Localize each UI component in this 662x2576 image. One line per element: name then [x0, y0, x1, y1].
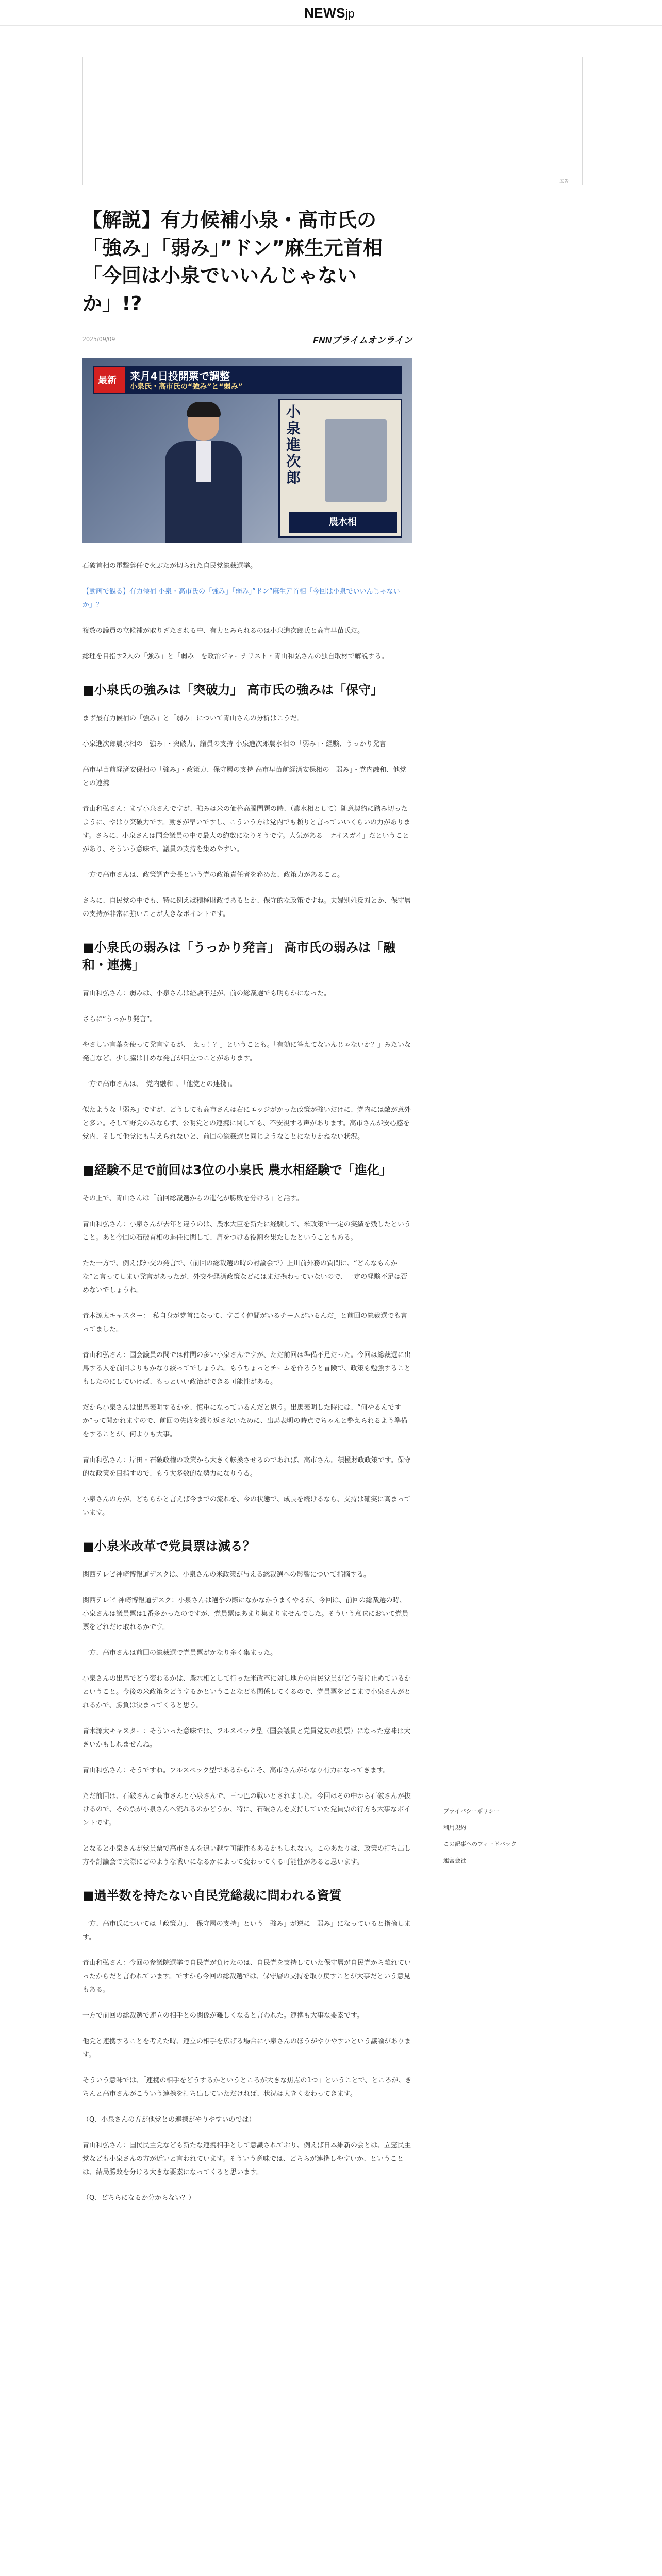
article-date: 2025/09/09 [82, 336, 115, 343]
sidebar-link[interactable]: 運営会社 [443, 1857, 466, 1864]
paragraph: さらに“うっかり発言”。 [82, 1015, 157, 1023]
sidebar-link[interactable]: プライバシーポリシー [443, 1808, 500, 1815]
paragraph: その上で、青山さんは「前回総裁選からの進化が勝敗を分ける」と話す。 [82, 1195, 303, 1202]
paragraph: 関西テレビ 神崎博報道デスク：小泉さんは選挙の際になかなかうまくやるが、今回は、前回の総裁選の時、小泉さんは議員票は1番多かったのですが、党員票はあまり集まりませんでした。そういう意味において党員票をどれだけ取れるかです。 [82, 1597, 409, 1631]
hero-banner-badge-text: 最新 [98, 375, 117, 386]
paragraph: 青山和弘さん：今回の参議院選挙で自民党が負けたのは、自民党を支持していた保守層が自民党から離れていったからだと言われています。ですから今回の総裁選では、保守層の支持を取り戻すことが大事だという意見もある。 [82, 1959, 411, 1994]
paragraph: 青木源太キャスター：そういった意味では、フルスペック型（国会議員と党員党友の投票）になった意味は大きいかもしれませんね。 [82, 1727, 411, 1749]
ad-label: 広告 [559, 179, 569, 184]
paragraph: 一方、高市さんは前回の総裁選で党員票がかなり多く集まった。 [82, 1649, 277, 1657]
hero-presenter [160, 404, 247, 543]
paragraph: さらに、自民党の中でも、特に例えば積極財政であるとか、保守的な政策ですね。夫婦別姓反対とか、保守層の支持が非常に強いことが大きなポイントです。 [82, 897, 411, 918]
top-bar [0, 0, 662, 26]
section-heading: ■経験不足で前回は3位の小泉氏 農水相経験で「進化」 [82, 1163, 392, 1177]
paragraph: 青山和弘さん：岸田・石破政権の政策から大きく転換させるのであれば、高市さん。積極財政政策です。保守的な政策を目指すので、もう大多数的な勢力になりうる。 [82, 1456, 411, 1478]
video-link[interactable]: 【動画で観る】有力候補 小泉・高市氏の「強み」「弱み」”ドン”麻生元首相「今回は小泉でいいんじゃないか」？ [82, 588, 400, 609]
paragraph: 似たような「弱み」ですが、どうしても高市さんは右にエッジがかった政策が強いだけに、党内には敵が意外と多い。そして野党のみならず、公明党との連携に関しても、不安視する声があります。高市さんが安心感を党内、そして他党にも与えられないと、前回の総裁選と同じようなことになりかねない状況。 [82, 1106, 411, 1141]
paragraph: 総理を目指す2人の「強み」と「弱み」を政治ジャーナリスト・青山和弘さんの独自取材で解説する。 [82, 653, 388, 660]
paragraph: そういう意味では、「連携の相手をどうするかというところが大きな焦点の1つ」ということで、ところが、きちんと高市さんがこういう連携を打ち出していただければ、状況は大きく変わってきます。 [82, 2077, 412, 2098]
paragraph: 他党と連携することを考えた時、連立の相手を広げる場合に小泉さんのほうがやりやすいという議論があります。 [82, 2038, 411, 2059]
section-heading: ■小泉米改革で党員票は減る？ [82, 1539, 255, 1553]
sidebar-link[interactable]: 利用規約 [443, 1824, 466, 1831]
article-source: FNNプライムオンライン [313, 335, 412, 345]
article [82, 206, 412, 2217]
paragraph: 一方で前回の総裁選で連立の相手との関係が難しくなると言われた。連携も大事な要素です。 [82, 2012, 363, 2020]
paragraph: 小泉さんの出馬でどう変わるかは、農水相として行った米改革に対し地方の自民党員がどう受け止めているかということ。今後の米政策をどうするかということなども関係してくるので、党員票をどこまで小泉さんがとれるかで、勝負は決まってくると思う。 [82, 1675, 411, 1709]
hero-banner-sub: 小泉氏・高市氏の“強み”と“弱み” [130, 383, 243, 391]
hero-board-photo [325, 419, 387, 502]
paragraph: 小泉さんの方が、どちらかと言えば今までの流れを、今の状態で、成長を続けるなら、支持は確実に高まっています。 [82, 1496, 411, 1517]
article-meta [82, 333, 412, 346]
paragraph: 青山和弘さん：そうですね。フルスペック型であるからこそ、高市さんがかなり有力になってきます。 [82, 1767, 390, 1774]
logo-main: NEWS [304, 5, 345, 21]
paragraph: 青木源太キャスター：「私自身が党首になって、すごく仲間がいるチームがいるんだ」と前回の総裁選でも言ってました。 [82, 1312, 408, 1333]
article-title: 【解説】有力候補小泉・高市氏の「強み」「弱み」”ドン”麻生元首相「今回は小泉でいいんじゃないか」!? [82, 209, 383, 315]
section-heading: ■過半数を持たない自民党総裁に問われる資質 [82, 1888, 342, 1903]
paragraph: 青山和弘さん：まず小泉さんですが、強みは米の価格高騰問題の時、（農水相として）随意契約に踏み切ったように、やはり突破力です。動きが早いですし、こういう方は党内でも頼りと言っていいくらいの力があります。さらに、小泉さんは国会議員の中で最大の約数になりそうです。人気がある「ナイスガイ」だということがあり、そういう意味で、議員の支持を集めやすい。 [82, 805, 410, 853]
hero-image [82, 358, 412, 543]
paragraph: まず最有力候補の「強み」と「弱み」について青山さんの分析はこうだ。 [82, 715, 304, 722]
section-heading: ■小泉氏の弱みは「うっかり発言」 高市氏の弱みは「融和・連携」 [82, 940, 396, 972]
paragraph: やさしい言葉を使って発言するが、「えっ！？」ということも。「有効に答えてないんじゃないか？」みたいな発言など、少し脇は甘めな発言が目立つことがあります。 [82, 1041, 411, 1062]
paragraph: たた一方で、例えば外交の発言で、（前回の総裁選の時の討論会で）上川前外務の質問に、“どんなもんかな”と言ってしまい発言があったが、外交や経済政策などにはまだ携わっていないので、一定の経験不足は否めないでしょうね。 [82, 1260, 408, 1294]
paragraph: 青山和弘さん：小泉さんが去年と違うのは、農水大臣を新たに経験して、米政策で一定の実績を残したということ。あと今回の石破首相の退任に関して、肩をつける役割を果たしたということもある。 [82, 1221, 411, 1242]
paragraph: ただ前回は、石破さんと高市さんと小泉さんで、三つ巴の戦いとされました。今回はその中から石破さんが抜けるので、その票が小泉さんへ流れるのかどうか、特に、石破さんを支持していた党員票の行方も大事なポイントです。 [82, 1792, 411, 1827]
paragraph: 石破首相の電撃辞任で火ぶたが切られた自民党総裁選挙。 [82, 562, 257, 570]
sidebar-links [443, 1803, 577, 1869]
hero-board-caption: 農水相 [289, 512, 397, 533]
site-logo[interactable] [304, 5, 355, 21]
ad-slot[interactable] [82, 57, 583, 185]
section-heading: ■小泉氏の強みは「突破力」 高市氏の強みは「保守」 [82, 683, 384, 697]
paragraph: 青山和弘さん：国民民主党なども新たな連携相手として意識されており、例えば日本維新の会とは、立憲民主党なども小泉さんの方が近いと言われています。そういう意味では、どちらが連携しやすいか、ということは、結局勝敗を分ける大きな要素になってくると思います。 [82, 2142, 411, 2176]
paragraph: 青山和弘さん：弱みは、小泉さんは経験不足が、前の総裁選でも明らかになった。 [82, 990, 331, 997]
hero-banner-headline: 来月4日投開票で調整 [130, 370, 230, 382]
paragraph: だから小泉さんは出馬表明するかを、慎重になっているんだと思う。出馬表明した時には、“何やるんですか”って聞かれますので、前回の失敗を繰り返さないために、出馬表明の時点でちゃんと整えられるよう準備をすることが、何よりも大事。 [82, 1404, 408, 1438]
paragraph: 複数の議員の立候補が取りざたされる中、有力とみられるのは小泉進次郎氏と高市早苗氏だ。 [82, 627, 365, 635]
paragraph: 一方で高市さんは、「党内融和」、「他党との連携」。 [82, 1080, 237, 1088]
paragraph: （Q、どちらになるか分からない？） [82, 2194, 195, 2202]
paragraph: （Q、小泉さんの方が他党との連携がやりやすいのでは） [82, 2116, 256, 2124]
paragraph: 関西テレビ神崎博報道デスクは、小泉さんの米政策が与える総裁選への影響について指摘する。 [82, 1571, 370, 1579]
paragraph: 小泉進次郎農水相の「強み」・突破力、議員の支持 小泉進次郎農水相の「弱み」・経験、うっかり発言 [82, 740, 387, 748]
paragraph: 一方、高市氏については「政策力」、「保守層の支持」という「強み」が逆に「弱み」になっていると指摘します。 [82, 1920, 411, 1941]
article-body [82, 560, 412, 2205]
paragraph: 一方で高市さんは、政策調査会長という党の政策責任者を務めた、政策力があること。 [82, 871, 344, 879]
logo-sub: jp [345, 7, 355, 20]
sidebar-link[interactable]: この記事へのフィードバック [443, 1841, 517, 1848]
hero-board-name: 小泉進次郎 [286, 403, 301, 486]
paragraph: 高市早苗前経済安保相の「強み」・政策力、保守層の支持 高市早苗前経済安保相の「弱み」・党内融和、他党との連携 [82, 766, 407, 787]
paragraph: となると小泉さんが党員票で高市さんを追い越す可能性もあるかもしれない。このあたりは、政策の打ち出し方や討論会で実際にどのような戦いになるかによって変わってくる可能性があると思います。 [82, 1845, 411, 1866]
paragraph: 青山和弘さん：国会議員の間では仲間の多い小泉さんですが、ただ前回は準備不足だった。今回は総裁選に出馬する人を前回よりもかなり絞ってでしょうね。もうちょっとチームを作ろうと冒険で、政策も勉強することもしたのにしていけば、もっといい政治ができる可能性がある。 [82, 1351, 411, 1386]
